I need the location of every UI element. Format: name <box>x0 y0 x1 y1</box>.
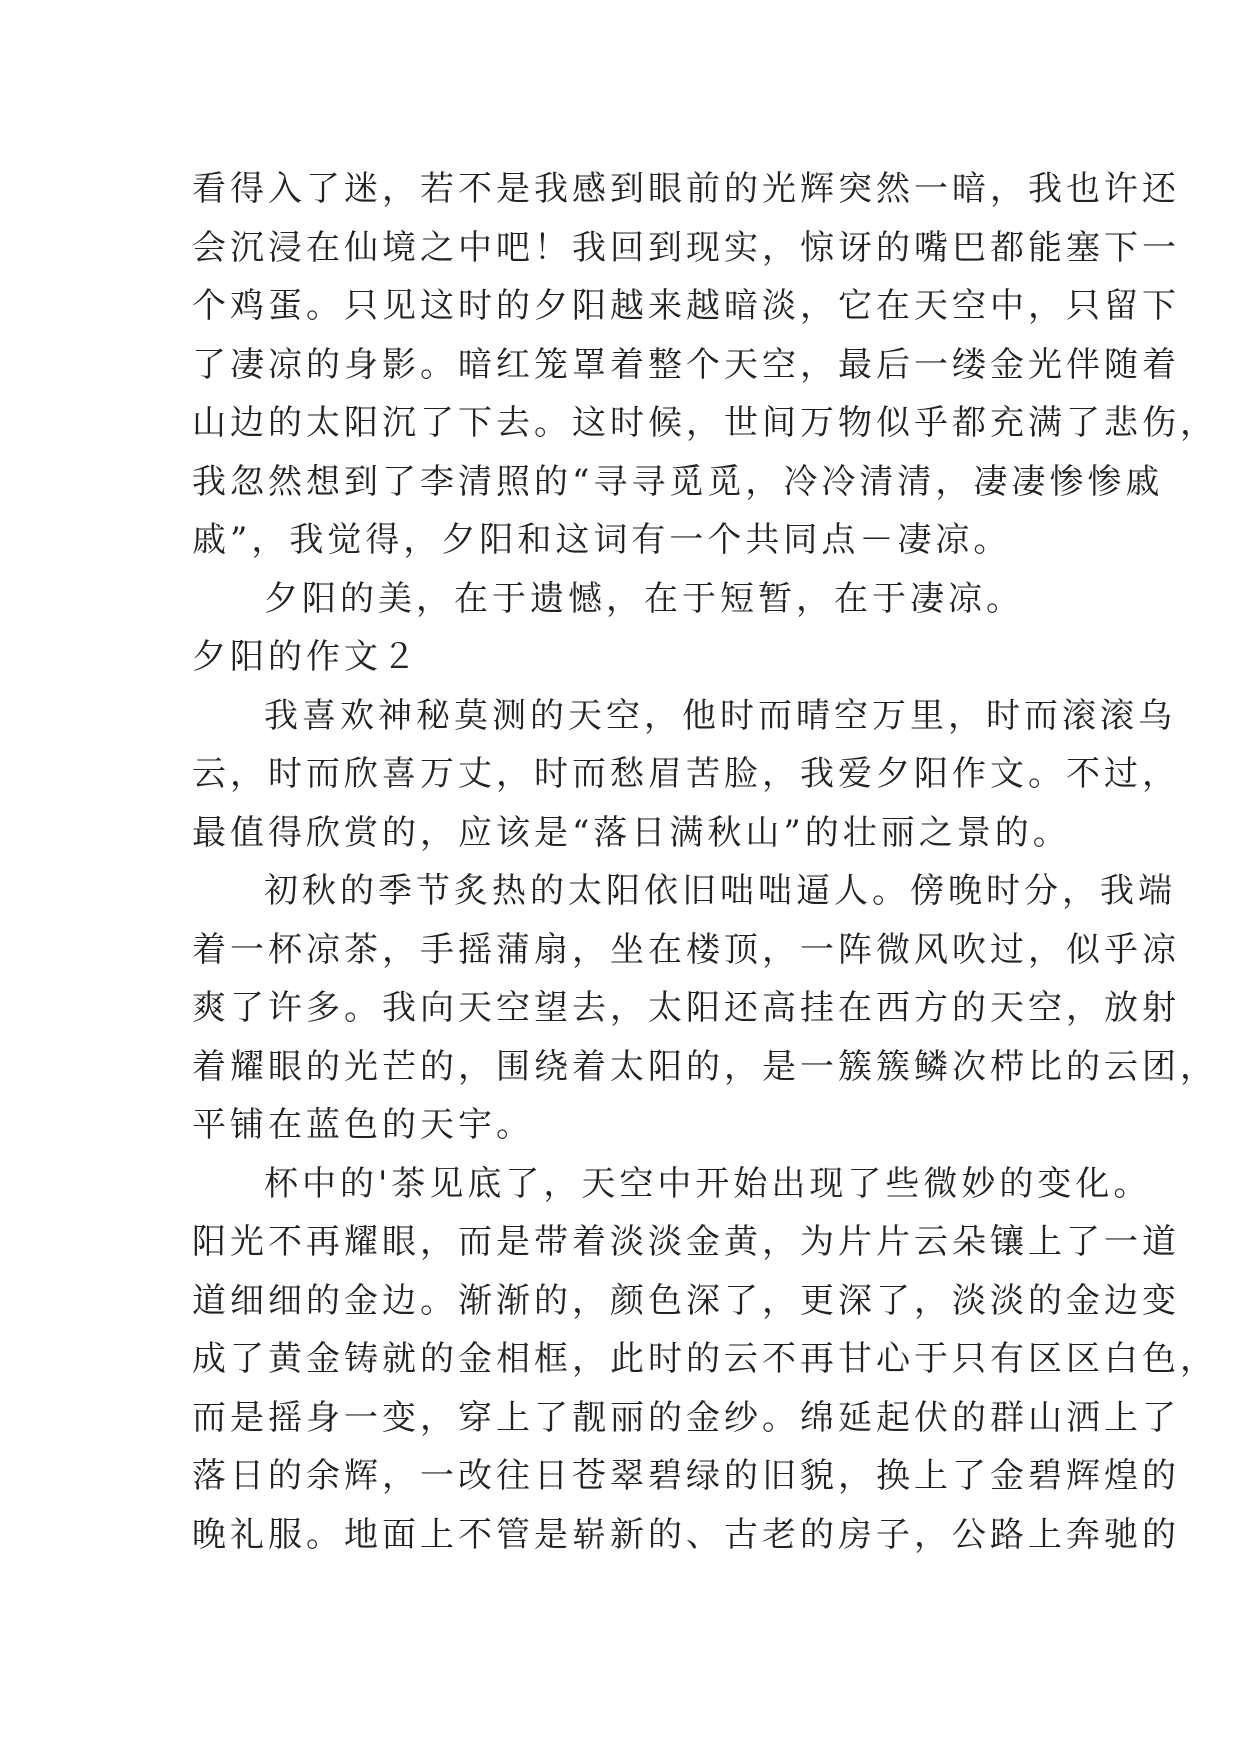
paragraph-line: 初秋的季节炙热的太阳依旧咄咄逼人。傍晚时分，我端 <box>264 871 1176 911</box>
text-line: 山边的太阳沉了下去。这时候，世间万物似乎都充满了悲伤， <box>192 403 1218 443</box>
text-line: 会沉浸在仙境之中吧！我回到现实，惊讶的嘴巴都能塞下一 <box>192 227 1180 268</box>
text-line: 了凄凉的身影。暗红笼罩着整个天空，最后一缕金光伴随着 <box>192 344 1180 385</box>
text-line: 戚”，我觉得，夕阳和这词有一个共同点－凄凉。 <box>192 520 1012 560</box>
text-line: 云，时而欣喜万丈，时而愁眉苦脸，我爱夕阳作文。不过， <box>192 754 1180 794</box>
text-line: 着一杯凉茶，手摇蒲扇，坐在楼顶，一阵微风吹过，似乎凉 <box>192 929 1180 970</box>
text-line: 落日的余辉，一改往日苍翠碧绿的旧貌，换上了金碧辉煌的 <box>192 1456 1180 1496</box>
section-heading: 夕阳的作文２ <box>192 637 420 677</box>
text-line: 而是摇身一变，穿上了靓丽的金纱。绵延起伏的群山洒上了 <box>192 1397 1180 1438</box>
paragraph-line: 我喜欢神秘莫测的天空，他时而晴空万里，时而滚滚乌 <box>264 695 1176 736</box>
text-line: 个鸡蛋。只见这时的夕阳越来越暗淡，它在天空中，只留下 <box>192 286 1180 326</box>
text-line: 着耀眼的光芒的，围绕着太阳的，是一簇簇鳞次栉比的云团， <box>192 1046 1218 1087</box>
document-body <box>192 160 1218 1564</box>
text-line: 道细细的金边。渐渐的，颜色深了，更深了，淡淡的金边变 <box>192 1280 1180 1321</box>
paragraph-line: 杯中的'茶见底了，天空中开始出现了些微妙的变化。 <box>264 1163 1152 1204</box>
text-line: 爽了许多。我向天空望去，太阳还高挂在西方的天空，放射 <box>192 988 1180 1028</box>
text-line: 看得入了迷，若不是我感到眼前的光辉突然一暗，我也许还 <box>192 169 1180 209</box>
text-line: 平铺在蓝色的天宇。 <box>192 1105 534 1145</box>
text-line: 成了黄金铸就的金相框，此时的云不再甘心于只有区区白色， <box>192 1339 1218 1379</box>
text-line: 晚礼服。地面上不管是崭新的、古老的房子，公路上奔驰的 <box>192 1514 1180 1555</box>
text-line: 阳光不再耀眼，而是带着淡淡金黄，为片片云朵镶上了一道 <box>192 1222 1180 1262</box>
paragraph-line: 夕阳的美，在于遗憾，在于短暂，在于凄凉。 <box>264 578 1024 619</box>
text-line: 最值得欣赏的，应该是“落日满秋山”的壮丽之景的。 <box>192 812 1071 853</box>
text-line: 我忽然想到了李清照的“寻寻觅觅，冷冷清清，凄凄惨惨戚 <box>192 461 1164 502</box>
